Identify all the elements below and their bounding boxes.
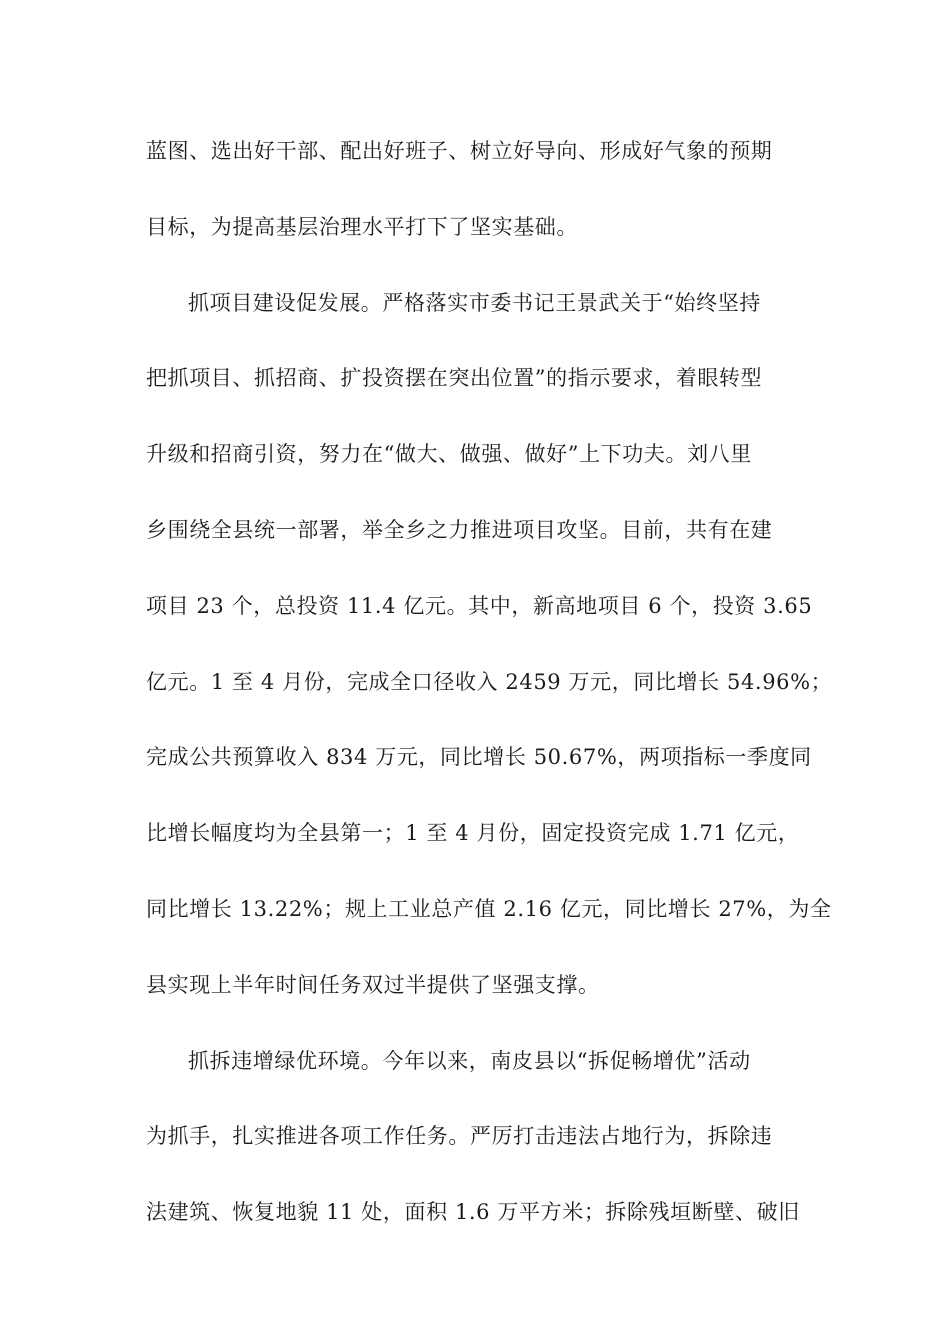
text-line: 把抓项目、抓招商、扩投资摆在突出位置”的指示要求，着眼转型 bbox=[146, 366, 763, 391]
text-line: 项目 23 个，总投资 11.4 亿元。其中，新高地项目 6 个，投资 3.65 bbox=[146, 593, 813, 618]
text-line: 法建筑、恢复地貌 11 处，面积 1.6 万平方米；拆除残垣断壁、破旧 bbox=[146, 1200, 800, 1225]
text-line: 蓝图、选出好干部、配出好班子、树立好导向、形成好气象的预期 bbox=[146, 139, 773, 163]
text-line: 比增长幅度均为全县第一；1 至 4 月份，固定投资完成 1.71 亿元， bbox=[146, 821, 800, 846]
text-line: 目标，为提高基层治理水平打下了坚实基础。 bbox=[146, 214, 578, 239]
paragraph-start-line: 抓项目建设促发展。严格落实市委书记王景武关于“始终坚持 bbox=[188, 290, 761, 315]
text-line: 乡围绕全县统一部署，举全乡之力推进项目攻坚。目前，共有在建 bbox=[146, 517, 773, 542]
text-line: 完成公共预算收入 834 万元，同比增长 50.67%，两项指标一季度同 bbox=[146, 745, 812, 770]
text-line: 升级和招商引资，努力在“做大、做强、做好”上下功夫。刘八里 bbox=[146, 442, 752, 467]
body-text bbox=[146, 129, 833, 1266]
text-line: 同比增长 13.22%；规上工业总产值 2.16 亿元，同比增长 27%，为全 bbox=[146, 896, 832, 921]
paragraph-start-line: 抓拆违增绿优环境。今年以来，南皮县以“拆促畅增优”活动 bbox=[188, 1048, 751, 1073]
text-line: 亿元。1 至 4 月份，完成全口径收入 2459 万元，同比增长 54.96%； bbox=[146, 669, 833, 694]
text-line: 县实现上半年时间任务双过半提供了坚强支撑。 bbox=[146, 972, 600, 997]
text-line: 为抓手，扎实推进各项工作任务。严厉打击违法占地行为，拆除违 bbox=[146, 1124, 773, 1149]
